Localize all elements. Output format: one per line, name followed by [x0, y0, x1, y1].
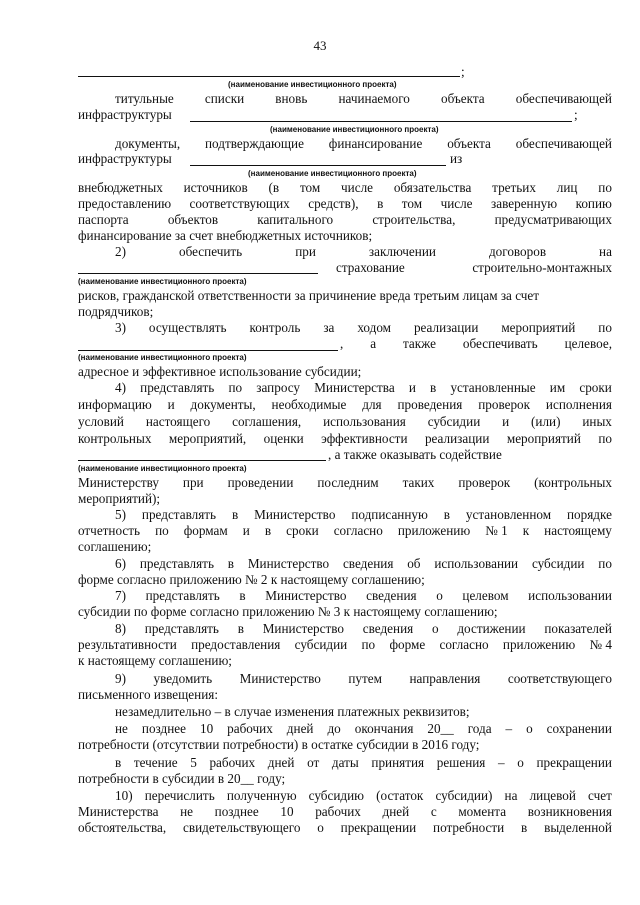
word: по — [155, 523, 169, 538]
word: заключении — [368, 244, 436, 259]
word: с — [430, 804, 437, 819]
word: (контрольных — [534, 475, 612, 490]
word: контрольных — [78, 431, 152, 446]
word: путем — [348, 671, 382, 686]
word: уведомить — [153, 671, 213, 686]
word: начинаемого — [338, 91, 410, 106]
text-line: рисков, гражданской ответственности за причинение вреда третьим лицам за счет — [78, 288, 540, 303]
word: соответствующего — [507, 671, 612, 686]
text-line — [115, 320, 612, 336]
word: мероприятий — [506, 431, 581, 446]
text-line: потребности в субсидии в 20__ году; — [78, 771, 286, 786]
word: числе — [440, 196, 473, 211]
word: Министерства — [78, 804, 159, 819]
word: не — [115, 721, 128, 736]
text-line — [78, 397, 612, 413]
word: сведения — [342, 556, 394, 571]
word: в — [430, 380, 437, 395]
word: копию — [575, 196, 612, 211]
word: и — [167, 397, 175, 412]
word: средств), — [308, 196, 359, 211]
word: приложению — [397, 523, 471, 538]
word: результативности — [78, 637, 177, 652]
word: 7) — [115, 588, 126, 603]
word: при — [182, 475, 204, 490]
word: проверок — [478, 397, 531, 412]
word: , — [340, 336, 344, 351]
text-line — [336, 260, 612, 276]
text-line: адресное и эффективное использование субсидии; — [78, 364, 362, 379]
word: проведении — [227, 475, 294, 490]
word: 20__ — [427, 721, 454, 736]
word: в — [239, 588, 246, 603]
text-line: инфраструктуры — [78, 151, 172, 166]
word: последним — [317, 475, 379, 490]
word: о — [317, 820, 324, 835]
word: сведения — [362, 621, 414, 636]
word: для — [362, 397, 382, 412]
text-line — [115, 788, 612, 804]
word: до — [327, 721, 341, 736]
word: Министерство — [254, 507, 336, 522]
word: – — [498, 755, 505, 770]
word: по — [598, 180, 612, 195]
word: обеспечивающей — [515, 136, 612, 151]
word: в — [115, 755, 122, 770]
word: перечислить — [144, 788, 215, 803]
text-line: форме согласно приложению № 2 к настоящему соглашению; — [78, 572, 425, 587]
word: настоящего — [145, 414, 211, 429]
word: счет — [588, 788, 612, 803]
word: 5 — [190, 755, 197, 770]
word: (остаток — [376, 788, 424, 803]
text-line — [78, 820, 612, 836]
word: субсидии — [531, 556, 585, 571]
word: соглашения, — [232, 414, 302, 429]
word: возникновения — [527, 804, 612, 819]
word: обстоятельства, — [78, 820, 167, 835]
word: сроки — [286, 523, 319, 538]
word: настоящему — [544, 523, 612, 538]
word: соответствующих — [189, 196, 290, 211]
word: том — [401, 196, 423, 211]
word: 2) — [115, 244, 126, 259]
word: на — [599, 244, 612, 259]
word: в — [264, 523, 272, 538]
page-number: 43 — [313, 38, 327, 53]
word: приложению — [502, 637, 576, 652]
word: сохранении — [546, 721, 612, 736]
word: источников — [183, 180, 248, 195]
word: 8) — [115, 621, 126, 636]
word: о — [517, 755, 524, 770]
field-caption: (наименование инвестиционного проекта) — [248, 169, 417, 178]
text-line — [78, 212, 612, 228]
word: 5) — [115, 507, 126, 522]
blank-line — [78, 76, 460, 77]
word: дней — [286, 721, 314, 736]
word: титульные — [115, 91, 174, 106]
text-line: ; — [461, 64, 465, 79]
word: года — [467, 721, 492, 736]
word: об — [407, 556, 421, 571]
word: согласно — [333, 523, 383, 538]
word: таких — [402, 475, 435, 490]
word: иных — [582, 414, 612, 429]
word: 10 — [199, 721, 214, 736]
word: дней — [382, 804, 410, 819]
word: запросу — [256, 380, 301, 395]
word: дней — [267, 755, 295, 770]
text-line: потребности (отсутствии потребности) в остатке субсидии в 2016 году; — [78, 737, 480, 752]
word: прекращении — [536, 755, 612, 770]
blank-line — [190, 121, 572, 122]
text-line — [78, 637, 612, 653]
word: и — [502, 414, 510, 429]
word: за — [323, 320, 335, 335]
word: внебюджетных — [78, 180, 163, 195]
word: том — [299, 180, 321, 195]
text-line: письменного извещения: — [78, 687, 218, 702]
word: отчетность — [78, 523, 141, 538]
field-caption: (наименование инвестиционного проекта) — [78, 353, 247, 362]
word: о — [431, 621, 439, 636]
word: обеспечить — [178, 244, 243, 259]
word: им — [549, 380, 566, 395]
text-line — [115, 136, 612, 152]
text-line: инфраструктуры — [78, 107, 172, 122]
word: объектов — [167, 212, 219, 227]
text-line — [78, 475, 612, 491]
word: капитального — [257, 212, 334, 227]
word: в — [237, 621, 244, 636]
text-line: из — [450, 151, 463, 166]
blank-line — [78, 460, 326, 461]
word: в — [443, 507, 450, 522]
word: в — [231, 507, 239, 522]
word: о — [526, 721, 533, 736]
text-line — [115, 621, 612, 637]
word: предусматривающих — [494, 212, 612, 227]
text-line — [115, 507, 612, 523]
word: документы, — [115, 136, 181, 151]
word: 4) — [115, 380, 126, 395]
text-line — [115, 588, 612, 604]
word: момента — [458, 804, 507, 819]
word: исполнения — [545, 397, 612, 412]
word: по — [598, 431, 612, 446]
word: использовании — [528, 588, 612, 603]
word: на — [504, 788, 518, 803]
word: по — [598, 320, 612, 335]
word: в — [377, 196, 384, 211]
text-line — [115, 91, 612, 107]
word: а — [370, 336, 377, 351]
word: Министерства — [314, 380, 395, 395]
word: лиц — [556, 180, 578, 195]
word: подписанную — [351, 507, 428, 522]
field-caption: (наименование инвестиционного проекта) — [78, 464, 247, 473]
word: мероприятий — [501, 320, 576, 335]
blank-line — [190, 165, 446, 166]
word: представлять — [144, 621, 219, 636]
blank-line — [78, 350, 338, 351]
word: от — [307, 755, 320, 770]
word: третьих — [492, 180, 536, 195]
word: субсидии — [294, 637, 348, 652]
text-line — [340, 336, 612, 352]
blank-line — [78, 273, 318, 274]
word: позднее — [141, 721, 186, 736]
word: объекта — [447, 136, 491, 151]
word: по — [361, 637, 376, 652]
word: течение — [133, 755, 178, 770]
word: Министерство — [239, 671, 321, 686]
word: сведения — [366, 588, 417, 603]
text-line — [78, 523, 612, 539]
word: строительно-монтажных — [472, 260, 612, 275]
word: принятия — [371, 755, 425, 770]
word: и — [242, 523, 250, 538]
word: установленные — [450, 380, 536, 395]
text-line: к настоящему соглашению; — [78, 653, 232, 668]
word: Министерство — [247, 556, 330, 571]
text-line — [78, 804, 612, 820]
word: финансирование — [328, 136, 423, 151]
word: согласно — [439, 637, 489, 652]
text-line — [115, 721, 612, 737]
text-line: финансирование за счет внебюджетных источников; — [78, 228, 373, 243]
word: окончания — [354, 721, 414, 736]
word: 9) — [115, 671, 126, 686]
word: предоставлению — [78, 196, 172, 211]
text-line — [78, 196, 612, 212]
word: условий — [78, 414, 124, 429]
word: о — [436, 588, 443, 603]
word: реализации — [413, 320, 479, 335]
field-caption: (наименование инвестиционного проекта) — [78, 277, 247, 286]
text-line: ; — [574, 107, 578, 122]
word: строительства, — [372, 212, 456, 227]
word: использования — [323, 414, 406, 429]
word: подтверждающие — [204, 136, 304, 151]
word: направления — [409, 671, 481, 686]
word: осуществлять — [148, 320, 227, 335]
word: форме — [389, 637, 426, 652]
word: заверенную — [491, 196, 558, 211]
text-line — [115, 671, 612, 687]
word: прекращении — [340, 820, 417, 835]
word: эффективности — [321, 431, 408, 446]
word: решения — [436, 755, 486, 770]
text-line — [115, 244, 612, 260]
word: вновь — [275, 91, 308, 106]
word: паспорта — [78, 212, 129, 227]
word: в — [227, 556, 235, 571]
field-caption: (наименование инвестиционного проекта) — [270, 125, 439, 134]
word: порядке — [566, 507, 612, 522]
word: достижении — [457, 621, 526, 636]
word: Министерству — [78, 475, 159, 490]
word: обязательства — [393, 180, 472, 195]
word: документы, — [190, 397, 256, 412]
word: мероприятий, — [168, 431, 247, 446]
text-line — [78, 431, 612, 447]
text-line — [78, 180, 612, 196]
word: числе — [341, 180, 374, 195]
word: необходимые — [271, 397, 347, 412]
word: потребности — [433, 820, 505, 835]
word: даты — [331, 755, 359, 770]
word: обеспечивающей — [515, 91, 612, 106]
word: информацию — [78, 397, 152, 412]
word: Министерство — [262, 621, 344, 636]
word: предоставления — [191, 637, 281, 652]
word: целевое, — [564, 336, 612, 351]
word: по — [228, 380, 243, 395]
word: представлять — [139, 556, 214, 571]
word: представлять — [141, 507, 217, 522]
word: субсидию — [308, 788, 365, 803]
word: контроль — [249, 320, 301, 335]
word: договоров — [488, 244, 547, 259]
word: представлять — [140, 380, 215, 395]
word: ходом — [357, 320, 392, 335]
word: Министерство — [265, 588, 347, 603]
word: рабочих — [315, 804, 361, 819]
word: списки — [204, 91, 245, 106]
text-line: подрядчиков; — [78, 304, 154, 319]
word: формам — [183, 523, 228, 538]
word: выделенной — [544, 820, 612, 835]
word: в — [521, 820, 528, 835]
word: и — [408, 380, 416, 395]
word: сроки — [579, 380, 612, 395]
text-line: соглашению; — [78, 539, 152, 554]
word: (или) — [531, 414, 561, 429]
text-line: незамедлительно – в случае изменения платежных реквизитов; — [115, 704, 470, 719]
word: проверок — [458, 475, 511, 490]
word: (в — [268, 180, 280, 195]
word: при — [295, 244, 316, 259]
word: представлять — [145, 588, 220, 603]
word: также — [403, 336, 436, 351]
word: свидетельствующего — [183, 820, 301, 835]
word: не — [180, 804, 194, 819]
word: полученную — [226, 788, 297, 803]
word: 10 — [280, 804, 294, 819]
word: оценки — [263, 431, 304, 446]
word: рабочих — [227, 721, 273, 736]
text-line — [115, 755, 612, 771]
word: – — [505, 721, 513, 736]
word: реализации — [424, 431, 490, 446]
word: рабочих — [209, 755, 256, 770]
text-line — [115, 380, 612, 396]
word: использовании — [434, 556, 519, 571]
word: позднее — [214, 804, 259, 819]
word: субсидии) — [435, 788, 493, 803]
text-line: субсидии по форме согласно приложению № 3 к настоящему соглашению; — [78, 604, 498, 619]
text-line — [78, 414, 612, 430]
word: лицевой — [529, 788, 576, 803]
word: № 1 — [485, 523, 508, 538]
word: № 4 — [589, 637, 612, 652]
word: установленном — [465, 507, 552, 522]
word: 10) — [115, 788, 133, 803]
word: целевом — [462, 588, 509, 603]
word: страхование — [336, 260, 405, 275]
word: к — [522, 523, 530, 538]
field-caption: (наименование инвестиционного проекта) — [228, 80, 397, 89]
text-line: , а также оказывать содействие — [328, 447, 502, 462]
word: субсидии — [427, 414, 481, 429]
word: 6) — [115, 556, 126, 571]
word: по — [598, 556, 612, 571]
word: объекта — [440, 91, 485, 106]
word: обеспечивать — [462, 336, 538, 351]
text-line — [115, 556, 612, 572]
word: проведения — [397, 397, 463, 412]
word: показателей — [544, 621, 612, 636]
word: 3) — [115, 320, 126, 335]
text-line: мероприятий); — [78, 491, 161, 506]
